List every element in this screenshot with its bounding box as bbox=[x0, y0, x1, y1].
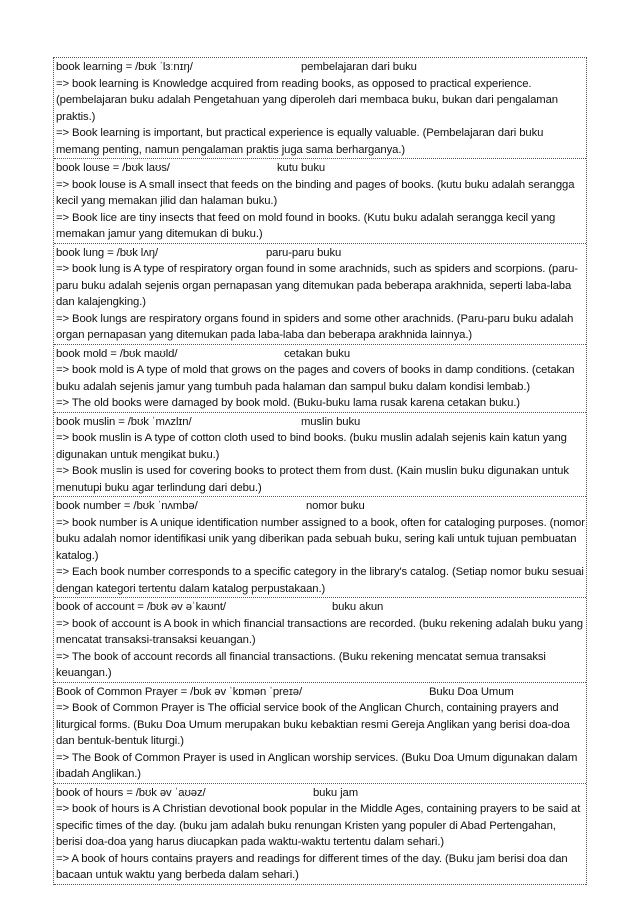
entry-example: => A book of hours contains prayers and readings for different times of the day. (Buku jam berisi doa dan bacaan untuk waktu yang berbeda dalam sehari.) bbox=[56, 852, 568, 881]
entry-definition: => book lung is A type of respiratory organ found in some arachnids, such as spiders and scorpions. (paru-paru buku adalah sejenis organ pernapasan yang ditemukan pada beberapa arakhnida, seperti laba-laba dan kalajengking.) bbox=[56, 263, 578, 308]
entry-translation: buku akun bbox=[332, 601, 384, 613]
entry-term: book learning = /bʊk ˈlɜːnɪŋ/ bbox=[56, 61, 193, 73]
entry-example: => Book lice are tiny insects that feed on mold found in books. (Kutu buku adalah serangga kecil yang memakan jamur yang ditemukan di buku.) bbox=[56, 211, 556, 240]
entry-term: book muslin = /bʊk ˈmʌzlɪn/ bbox=[56, 415, 192, 428]
entry-translation: nomor buku bbox=[306, 500, 365, 512]
dictionary-document bbox=[53, 57, 587, 885]
entry-term: book mold = /bʊk maʊld/ bbox=[56, 347, 178, 360]
dictionary-entry bbox=[54, 345, 586, 413]
entry-headword-line bbox=[56, 599, 585, 616]
entry-term: Book of Common Prayer = /bʊk əv ˈkɒmən ˈpreɪə/ bbox=[56, 685, 303, 698]
entry-translation: cetakan buku bbox=[284, 347, 351, 360]
entry-term: book of account = /bʊk əv əˈkaʊnt/ bbox=[56, 601, 226, 613]
entry-translation: muslin buku bbox=[301, 415, 361, 428]
entry-definition: => book louse is A small insect that feeds on the binding and pages of books. (kutu buku adalah serangga kecil yang memakan jilid dan halaman buku.) bbox=[56, 178, 575, 207]
entry-headword-line bbox=[56, 684, 585, 701]
entry-term: book lung = /bʊk lʌŋ/ bbox=[56, 246, 158, 259]
entry-definition: => book of account is A book in which financial transactions are recorded. (buku rekening adalah buku yang mencatat transaksi-transaksi keuangan.) bbox=[56, 617, 583, 646]
entry-headword-line bbox=[56, 498, 585, 515]
entry-example: => Book muslin is used for covering books to protect them from dust. (Kain muslin buku digunakan untuk menutupi buku agar terlindung dari debu.) bbox=[56, 465, 569, 494]
dictionary-entry bbox=[54, 497, 586, 598]
entry-headword-line bbox=[56, 414, 585, 431]
entry-definition: => book muslin is A type of cotton cloth used to bind books. (buku muslin adalah sejenis kain katun yang digunakan untuk mengikat buku.) bbox=[56, 432, 567, 461]
entry-definition: => book learning is Knowledge acquired from reading books, as opposed to practical experience. (pembelajaran buku adalah Pengetahuan yang diperoleh dari membaca buku, bukan dari pengalaman praktis.) bbox=[56, 77, 558, 123]
dictionary-entry bbox=[54, 413, 586, 498]
entry-example: => The book of account records all financial transactions. (Buku rekening mencatat semua transaksi keuangan.) bbox=[56, 650, 546, 679]
dictionary-entry bbox=[54, 598, 586, 683]
entry-headword-line bbox=[56, 59, 585, 76]
entry-headword-line bbox=[56, 245, 585, 262]
dictionary-entry bbox=[54, 159, 586, 244]
entry-headword-line bbox=[56, 785, 585, 802]
entry-translation: kutu buku bbox=[277, 162, 326, 174]
entry-translation: buku jam bbox=[313, 786, 359, 799]
entry-example: => The old books were damaged by book mold. (Buku-buku lama rusak karena cetakan buku.) bbox=[56, 397, 520, 409]
entry-translation: pembelajaran dari buku bbox=[301, 61, 417, 73]
dictionary-entry bbox=[54, 244, 586, 345]
entry-example: => Book learning is important, but practical experience is equally valuable. (Pembelajaran dari buku memang penting, namun pengalaman praktis juga sama berharganya.) bbox=[56, 127, 544, 156]
entry-definition: => book of hours is A Christian devotional book popular in the Middle Ages, containing prayers to be said at specific times of the day. (buku jam adalah buku renungan Kristen yang populer di Abad Pertengahan, berisi doa-doa yang harus diucapkan pada waktu-waktu tertentu dalam sehari.) bbox=[56, 803, 581, 848]
entry-term: book of hours = /bʊk əv ˈaʊəz/ bbox=[56, 786, 206, 799]
dictionary-entry bbox=[54, 58, 586, 159]
entry-term: book number = /bʊk ˈnʌmbə/ bbox=[56, 500, 198, 512]
dictionary-entry bbox=[54, 683, 586, 784]
entry-definition: => book mold is A type of mold that grows on the pages and covers of books in damp conditions. (cetakan buku adalah sejenis jamur yang tumbuh pada halaman dan sampul buku dalam kondisi lembab.) bbox=[56, 364, 575, 393]
entry-headword-line bbox=[56, 160, 585, 177]
dictionary-entry bbox=[54, 784, 586, 885]
entry-translation: Buku Doa Umum bbox=[429, 685, 514, 698]
entry-translation: paru-paru buku bbox=[266, 246, 342, 259]
entry-definition: => Book of Common Prayer is The official service book of the Anglican Church, containing prayers and liturgical forms. (Buku Doa Umum merupakan buku kebaktian resmi Gereja Anglikan yang berisi doa-doa dan bentuk-bentuk liturgi.) bbox=[56, 702, 570, 747]
entry-example: => Book lungs are respiratory organs found in spiders and some other arachnids. (Paru-paru buku adalah organ pernapasan yang ditemukan pada laba-laba dan beberapa arakhnida lainnya.) bbox=[56, 312, 574, 341]
entry-term: book louse = /bʊk laʊs/ bbox=[56, 162, 170, 174]
entry-definition: => book number is A unique identification number assigned to a book, often for cataloging purposes. (nomor buku adalah nomor identifikasi unik yang diberikan pada sebuah buku, sering kali untuk tujuan pembuatan katalog.) bbox=[56, 516, 585, 562]
entry-example: => The Book of Common Prayer is used in Anglican worship services. (Buku Doa Umum digunakan dalam ibadah Anglikan.) bbox=[56, 751, 578, 780]
entry-headword-line bbox=[56, 346, 585, 363]
entry-example: => Each book number corresponds to a specific category in the library's catalog. (Setiap nomor buku sesuai dengan kategori tertentu dalam katalog perpustakaan.) bbox=[56, 566, 584, 595]
